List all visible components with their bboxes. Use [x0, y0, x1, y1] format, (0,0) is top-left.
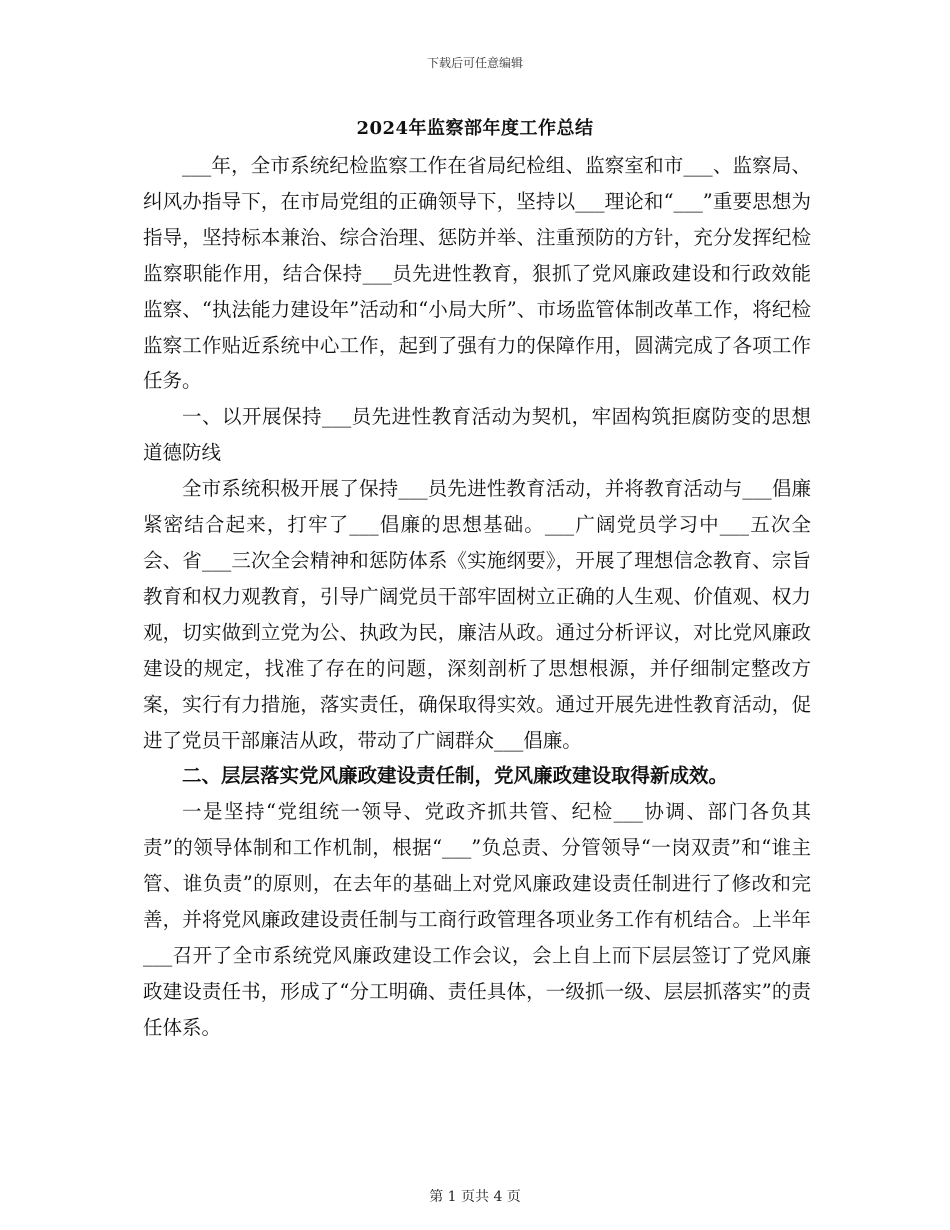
section-heading-1: 一、以开展保持___员先进性教育活动为契机，牢固构筑拒腐防变的思想道德防线 [143, 405, 811, 465]
paragraph-section-1: 全市系统积极开展了保持___员先进性教育活动，并将教育活动与___倡廉紧密结合起来，打牢了___倡廉的思想基础。___广阔党员学习中___五次全会、省___三次全会精神和惩防体系《实施纲要》，开展了理想信念教育、宗旨教育和权力观教育，引导广阔党员干部牢固树立正确的人生观、价值观、权力观，切实做到立党为公、执政为民，廉洁从政。通过分析评议，对比党风廉政建设的规定，找准了存在的问题，深刻剖析了思想根源，并仔细制定整改方案，实行有力措施，落实责任，确保取得实效。通过开展先进性教育活动，促进了党员干部廉洁从政，带动了广阔群众___倡廉。 [143, 477, 811, 752]
document-body [143, 148, 811, 1046]
document-title: 2024年监察部年度工作总结 [356, 118, 594, 139]
page-number: 第 1 页共 4 页 [429, 1189, 521, 1205]
header-note: 下载后可任意编辑 [426, 56, 523, 70]
section-heading-2: 二、层层落实党风廉政建设责任制，党风廉政建设取得新成效。 [182, 764, 729, 788]
paragraph-intro: ___年，全市系统纪检监察工作在省局纪检组、监察室和市___、监察局、纠风办指导下，在市局党组的正确领导下，坚持以___理论和“___”重要思想为指导，坚持标本兼治、综合治理、惩防并举、注重预防的方针，充分发挥纪检监察职能作用，结合保持___员先进性教育，狠抓了党风廉政建设和行政效能监察、“执法能力建设年”活动和“小局大所”、市场监管体制改革工作，将纪检监察工作贴近系统中心工作，起到了强有力的保障作用，圆满完成了各项工作任务。 [143, 154, 811, 393]
paragraph-section-2: 一是坚持“党组统一领导、党政齐抓共管、纪检___协调、部门各负其责”的领导体制和工作机制，根据“___”负总责、分管领导“一岗双责”和“谁主管、谁负责”的原则，在去年的基础上对党风廉政建设责任制进行了修改和完善，并将党风廉政建设责任制与工商行政管理各项业务工作有机结合。上半年___召开了全市系统党风廉政建设工作会议，会上自上而下层层签订了党风廉政建设责任书，形成了“分工明确、责任具体，一级抓一级、层层抓落实”的责任体系。 [143, 800, 811, 1039]
